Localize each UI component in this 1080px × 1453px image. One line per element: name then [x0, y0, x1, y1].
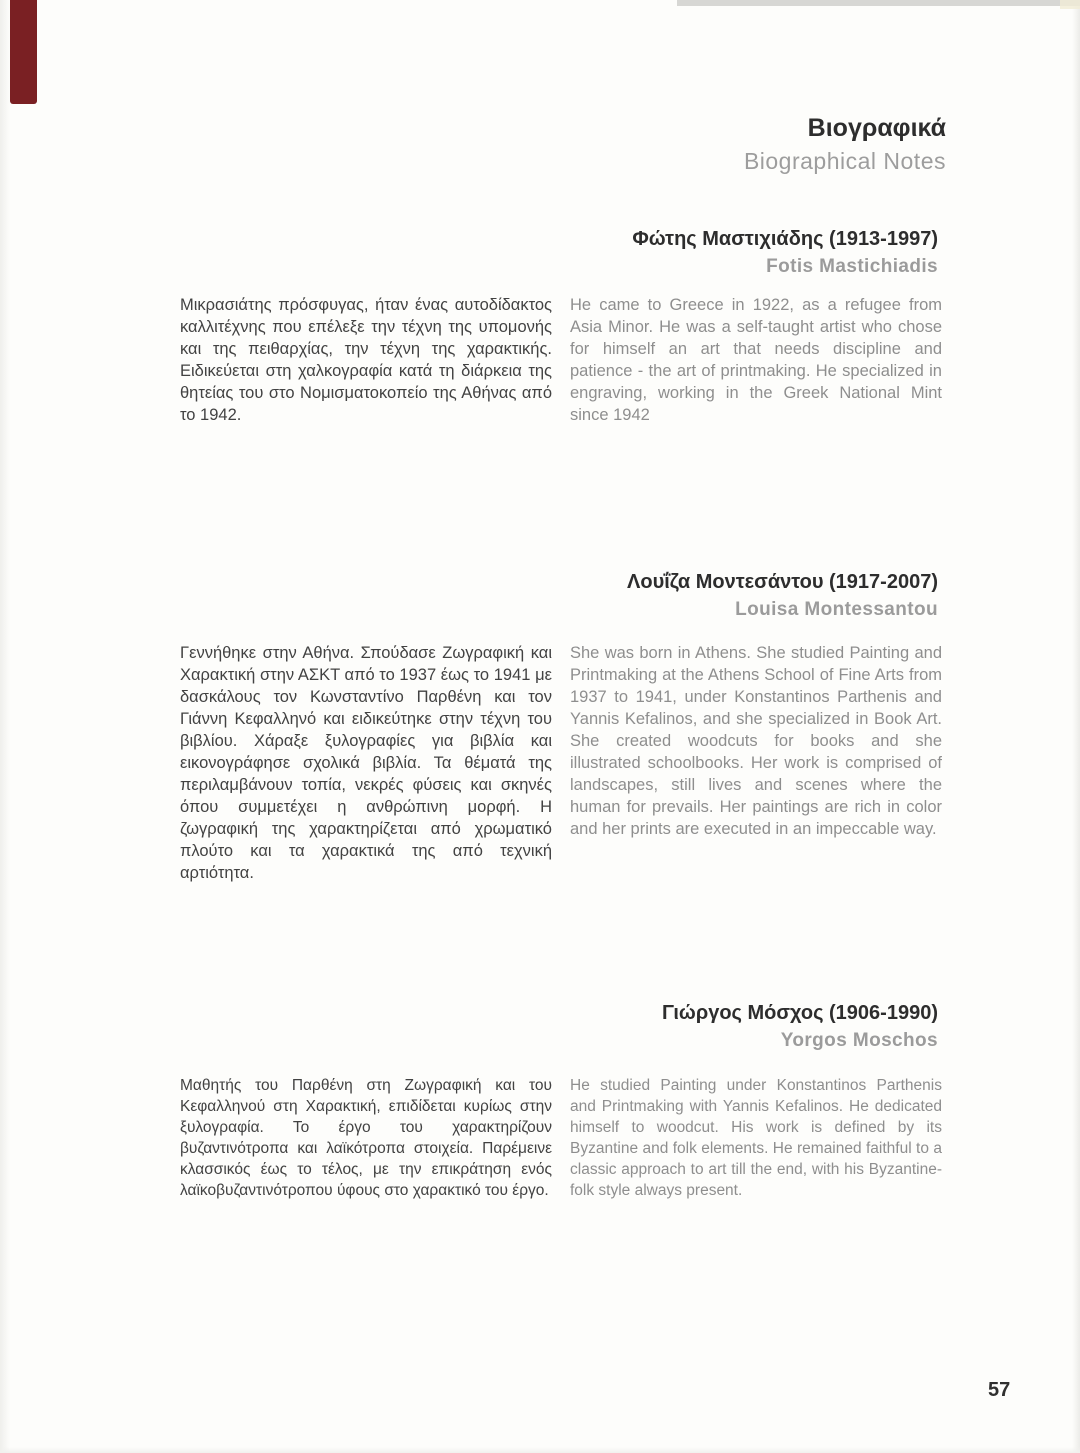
artist-name-english: Louisa Montessantou — [735, 599, 938, 620]
page-title-greek: Βιογραφικά — [807, 114, 946, 142]
page-header — [744, 113, 946, 175]
bio-text-greek: Γεννήθηκε στην Αθήνα. Σπούδασε Ζωγραφική και Χαρακτική στην ΑΣΚΤ από το 1937 έως το 1941 με δασκάλους τον Κωνσταντίνο Παρθένη και τον Γιάννη Κεφαλληνό και ειδικεύτηκε στην τέχνη του βιβλίου. Χάραξε ξυλογραφίες για βιβλία και εικονογράφησε σχολικά βιβλία. Τα θέματά της περιλαμβάνουν τοπία, νεκρές φύσεις και σκηνές όπου συμμετέχει η ανθρώπινη μορφή. Η ζωγραφική της χαρακτηρίζεται από χρωματικό πλούτο και τα χαρακτικά της από τεχνική αρτιότητα. — [180, 644, 552, 882]
top-right-corner-patch — [1060, 0, 1080, 9]
bio-columns — [180, 1075, 942, 1201]
artist-name-english: Yorgos Moschos — [780, 1030, 938, 1051]
bio-columns — [180, 294, 942, 426]
page-right-edge-shading — [1072, 0, 1080, 1453]
artist-name-block — [627, 570, 938, 621]
page-left-edge-shading — [0, 0, 10, 1453]
red-edge-tab — [10, 0, 37, 104]
bio-text-greek: Μαθητής του Παρθένη στη Ζωγραφική και του Κεφαλληνού στη Χαρακτική, επιδίδεται κυρίως στην ξυλογραφία. Το έργο του χαρακτηρίζουν βυζαντινότροπα και λαϊκότροπα στοιχεία. Παρέμεινε κλασσικός έως το τέλος, με την επικράτηση ενός λαϊκοβυζαντινότροπου ύφους στο χαρακτικό του έργο. — [180, 1077, 552, 1199]
artist-name-greek: Γιώργος Μόσχος (1906-1990) — [662, 1002, 938, 1024]
bio-text-greek: Μικρασιάτης πρόσφυγας, ήταν ένας αυτοδίδακτος καλλιτέχνης που επέλεξε την τέχνη της υπομονής και της πειθαρχίας, την τέχνη της χαρακτικής. Ειδικεύεται στη χαλκογραφία κατά τη διάρκεια της θητείας του στο Νομισματοκοπείο της Αθήνας από το 1942. — [180, 296, 552, 424]
artist-name-block — [662, 1001, 938, 1052]
artist-name-english: Fotis Mastichiadis — [766, 256, 938, 277]
page-title-english: Biographical Notes — [743, 148, 946, 174]
artist-name-greek: Λουΐζα Μοντεσάντου (1917-2007) — [627, 571, 938, 593]
artist-name-greek: Φώτης Μαστιχιάδης (1913-1997) — [632, 228, 938, 250]
bio-text-english: He came to Greece in 1922, as a refugee from Asia Minor. He was a self-taught artist who chose for himself an art that needs discipline and patience - the art of printmaking. He specialized in engraving, working in the Greek National Mint since 1942 — [570, 296, 942, 424]
page-number: 57 — [988, 1379, 1011, 1401]
top-edge-gray-strip — [677, 0, 1080, 6]
artist-name-block — [632, 227, 938, 278]
bio-text-english: He studied Painting under Konstantinos Parthenis and Printmaking with Yannis Kefalinos. He dedicated himself to woodcut. His work is defined by its Byzantine and folk elements. He remained faithful to a classic approach to art till the end, with his Byzantine-folk style always present. — [570, 1077, 942, 1199]
bio-text-english: She was born in Athens. She studied Painting and Printmaking at the Athens School of Fine Arts from 1937 to 1941, under Konstantinos Parthenis and Yannis Kefalinos, and she specialized in Book Art. She created woodcuts for books and she illustrated schoolbooks. Her work is comprised of landscapes, still lives and scenes where the human for prevails. Her paintings are rich in color and her prints are executed in an impeccable way. — [570, 644, 942, 838]
page-bottom-edge-shading — [0, 1447, 1080, 1453]
bio-columns — [180, 642, 942, 884]
